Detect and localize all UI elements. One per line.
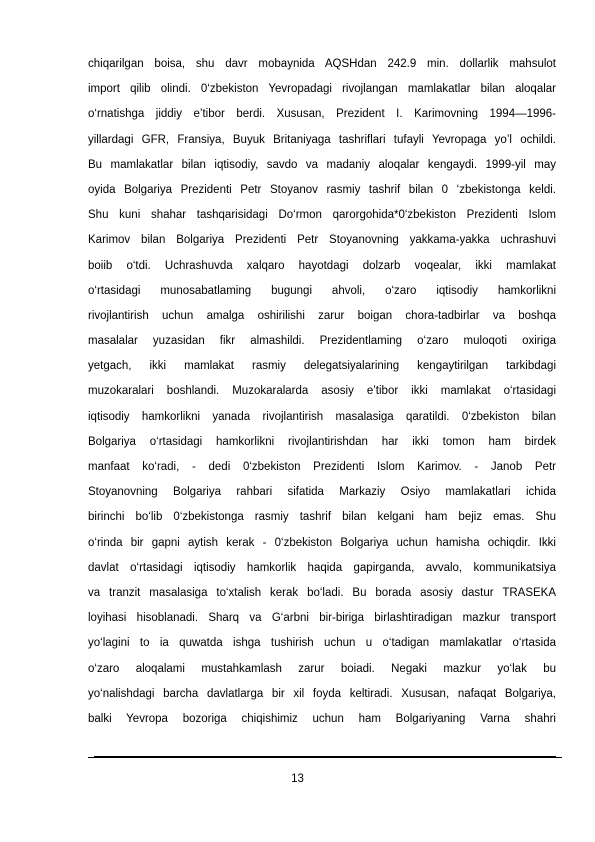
text-line: o‘rtasidagi munosabatlaming bugungi ahvoli, o‘zaro iqtisodiy hamkorlikni xyxy=(88,284,556,297)
text-line: muzokaralari boshlandi. Muzokaralarda asosiy e’tibor ikki mamlakat o‘rtasidagi xyxy=(88,385,556,398)
text-line: masalalar yuzasidan fikr almashildi. Prezidentlaming o‘zaro muloqoti oxiriga xyxy=(88,335,556,348)
text-line: manfaat ko‘radi, - dedi 0‘zbekiston Prezidenti Islom Karimov. - Janob Petr xyxy=(88,461,556,473)
text-line: chiqarilgan boisa, shu davr mobaynida AQSHdan 242.9 min. dollarlik mahsulot xyxy=(88,58,556,70)
text-line: o‘zaro aloqalami mustahkamlash zarur boiadi. Negaki mazkur yo‘lak bu xyxy=(88,662,556,675)
text-line: oyida Bolgariya Prezidenti Petr Stoyanov rasmiy tashrif bilan 0 ‘zbekistonga keldi. xyxy=(88,183,556,196)
text-line: birinchi bo‘lib 0‘zbekistonga rasmiy tashrif bilan kelgani ham bejiz emas. Shu xyxy=(88,511,556,524)
text-line: yetgach, ikki mamlakat rasmiy delegatsiyalarining kengaytirilgan tarkibdagi xyxy=(88,360,556,373)
text-line: o‘rnatishga jiddiy e’tibor berdi. Xususan, Prezident I. Karimovning 1994—1996- xyxy=(88,108,556,121)
body-text xyxy=(88,52,556,732)
text-line: yillardagi GFR, Fransiya, Buyuk Britaniyaga tashriflari tufayli Yevropaga yo’l ochildi. xyxy=(88,133,556,146)
text-line: loyihasi hisoblanadi. Sharq va G‘arbni bir-biriga birlashtiradigan mazkur transport xyxy=(88,612,556,625)
text-line: rivojlantirish uchun amalga oshirilishi zarur boigan chora-tadbirlar va boshqa xyxy=(88,309,556,322)
footer-rule xyxy=(88,757,562,758)
text-line: import qilib olindi. 0‘zbekiston Yevropadagi rivojlangan mamlakatlar bilan aloqalar xyxy=(88,83,556,96)
page-number: 13 xyxy=(291,773,304,785)
text-line: va tranzit masalasiga to‘xtalish kerak bo‘ladi. Bu borada asosiy dastur TRASEKA xyxy=(88,586,556,599)
text-line: boiib o‘tdi. Uchrashuvda xalqaro hayotdagi dolzarb voqealar, ikki mamlakat xyxy=(88,259,556,272)
text-line: Shu kuni shahar tashqarisidagi Do‘rmon qarorgohida*0‘zbekiston Prezidenti Islom xyxy=(88,209,556,222)
text-line: yo‘lagini to ia quwatda ishga tushirish uchun u o‘tadigan mamlakatlar o‘rtasida xyxy=(88,637,556,650)
text-line: yo‘nalishdagi barcha davlatlarga bir xil foyda keltiradi. Xususan, nafaqat Bolgariya, xyxy=(88,687,556,700)
text-line: Bu mamlakatlar bilan iqtisodiy, savdo va madaniy aloqalar kengaydi. 1999-yil may xyxy=(88,158,556,171)
text-line: Bolgariya o‘rtasidagi hamkorlikni rivojlantirishdan har ikki tomon ham birdek xyxy=(88,435,556,448)
text-line: balki Yevropa bozoriga chiqishimiz uchun ham Bolgariyaning Varna shahri xyxy=(88,712,556,725)
text-line: iqtisodiy hamkorlikni yanada rivojlantirish masalasiga qaratildi. 0‘zbekiston bilan xyxy=(88,410,556,423)
text-line: davlat o‘rtasidagi iqtisodiy hamkorlik haqida gapirganda, avvalo, kommunikatsiya xyxy=(88,561,556,574)
text-line: Karimov bilan Bolgariya Prezidenti Petr Stoyanovning yakkama-yakka uchrashuvi xyxy=(88,234,556,247)
text-line: Stoyanovning Bolgariya rahbari sifatida Markaziy Osiyo mamlakatlari ichida xyxy=(88,486,556,499)
footer-rule-inner xyxy=(94,756,556,757)
text-line: o‘rinda bir gapni aytish kerak - 0‘zbekiston Bolgariya uchun hamisha ochiqdir. Ikki xyxy=(88,536,556,549)
